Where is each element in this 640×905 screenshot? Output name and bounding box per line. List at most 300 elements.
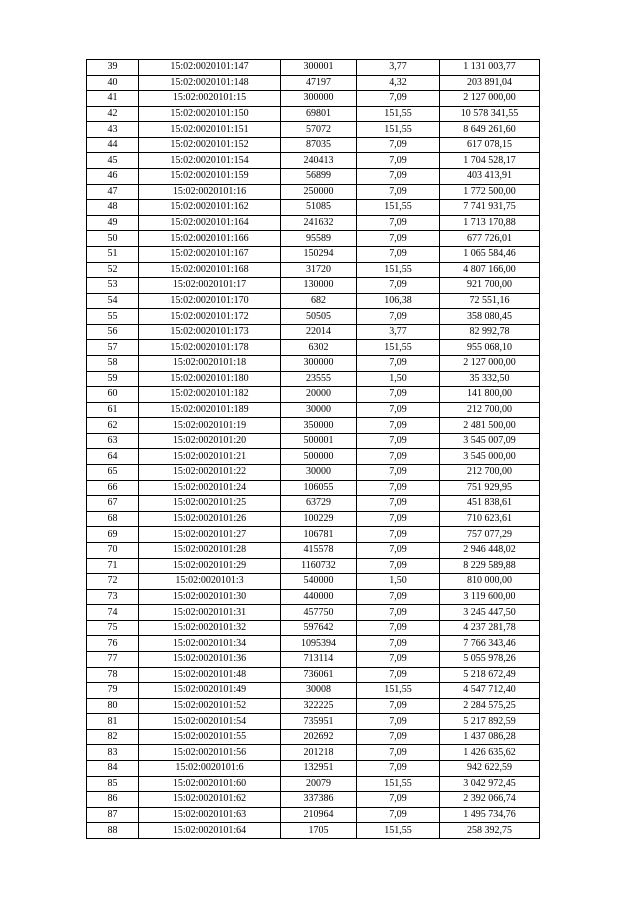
cadastral-number-cell: 15:02:0020101:15 (139, 91, 281, 107)
rate-cell: 7,09 (357, 636, 440, 652)
value-cell: 1 704 528,17 (440, 153, 540, 169)
value-cell: 1 131 003,77 (440, 60, 540, 76)
cadastral-number-cell: 15:02:0020101:56 (139, 745, 281, 761)
cadastral-number-cell: 15:02:0020101:159 (139, 169, 281, 185)
cadastral-number-cell: 15:02:0020101:147 (139, 60, 281, 76)
row-number-cell: 50 (87, 231, 139, 247)
rate-cell: 151,55 (357, 200, 440, 216)
area-cell: 500000 (281, 449, 357, 465)
row-number-cell: 84 (87, 761, 139, 777)
area-cell: 682 (281, 293, 357, 309)
row-number-cell: 62 (87, 418, 139, 434)
value-cell: 72 551,16 (440, 293, 540, 309)
row-number-cell: 43 (87, 122, 139, 138)
value-cell: 921 700,00 (440, 278, 540, 294)
rate-cell: 7,09 (357, 449, 440, 465)
row-number-cell: 41 (87, 91, 139, 107)
rate-cell: 1,50 (357, 371, 440, 387)
rate-cell: 7,09 (357, 496, 440, 512)
row-number-cell: 66 (87, 480, 139, 496)
area-cell: 51085 (281, 200, 357, 216)
area-cell: 57072 (281, 122, 357, 138)
table-row (87, 667, 540, 683)
area-cell: 132951 (281, 761, 357, 777)
table-row (87, 340, 540, 356)
table-row (87, 745, 540, 761)
rate-cell: 7,09 (357, 169, 440, 185)
area-cell: 63729 (281, 496, 357, 512)
area-cell: 250000 (281, 184, 357, 200)
area-cell: 440000 (281, 589, 357, 605)
cadastral-number-cell: 15:02:0020101:162 (139, 200, 281, 216)
value-cell: 451 838,61 (440, 496, 540, 512)
row-number-cell: 56 (87, 324, 139, 340)
cadastral-number-cell: 15:02:0020101:180 (139, 371, 281, 387)
value-cell: 942 622,59 (440, 761, 540, 777)
cadastral-number-cell: 15:02:0020101:49 (139, 683, 281, 699)
area-cell: 130000 (281, 278, 357, 294)
cadastral-number-cell: 15:02:0020101:3 (139, 574, 281, 590)
value-cell: 203 891,04 (440, 75, 540, 91)
cadastral-number-cell: 15:02:0020101:54 (139, 714, 281, 730)
row-number-cell: 45 (87, 153, 139, 169)
rate-cell: 3,77 (357, 60, 440, 76)
area-cell: 240413 (281, 153, 357, 169)
rate-cell: 7,09 (357, 729, 440, 745)
area-cell: 106055 (281, 480, 357, 496)
area-cell: 6302 (281, 340, 357, 356)
value-cell: 5 218 672,49 (440, 667, 540, 683)
row-number-cell: 65 (87, 465, 139, 481)
row-number-cell: 81 (87, 714, 139, 730)
cadastral-number-cell: 15:02:0020101:182 (139, 387, 281, 403)
value-cell: 1 713 170,88 (440, 215, 540, 231)
value-cell: 1 426 635,62 (440, 745, 540, 761)
value-cell: 2 127 000,00 (440, 91, 540, 107)
table-row (87, 636, 540, 652)
value-cell: 2 127 000,00 (440, 355, 540, 371)
area-cell: 735951 (281, 714, 357, 730)
data-table-container (86, 59, 539, 839)
cadastral-number-cell: 15:02:0020101:172 (139, 309, 281, 325)
table-row (87, 729, 540, 745)
table-row (87, 324, 540, 340)
table-row (87, 371, 540, 387)
table-row (87, 278, 540, 294)
rate-cell: 7,09 (357, 589, 440, 605)
row-number-cell: 79 (87, 683, 139, 699)
rate-cell: 7,09 (357, 527, 440, 543)
area-cell: 300000 (281, 355, 357, 371)
area-cell: 1160732 (281, 558, 357, 574)
row-number-cell: 74 (87, 605, 139, 621)
rate-cell: 7,09 (357, 714, 440, 730)
rate-cell: 7,09 (357, 745, 440, 761)
cadastral-number-cell: 15:02:0020101:31 (139, 605, 281, 621)
row-number-cell: 87 (87, 807, 139, 823)
table-row (87, 574, 540, 590)
table-row (87, 465, 540, 481)
row-number-cell: 73 (87, 589, 139, 605)
value-cell: 212 700,00 (440, 402, 540, 418)
rate-cell: 7,09 (357, 465, 440, 481)
area-cell: 30008 (281, 683, 357, 699)
row-number-cell: 68 (87, 511, 139, 527)
rate-cell: 7,09 (357, 153, 440, 169)
cadastral-number-cell: 15:02:0020101:55 (139, 729, 281, 745)
value-cell: 1 437 086,28 (440, 729, 540, 745)
table-row (87, 106, 540, 122)
row-number-cell: 83 (87, 745, 139, 761)
value-cell: 258 392,75 (440, 823, 540, 839)
value-cell: 1 495 734,76 (440, 807, 540, 823)
value-cell: 7 766 343,46 (440, 636, 540, 652)
cadastral-number-cell: 15:02:0020101:21 (139, 449, 281, 465)
cadastral-value-table (86, 59, 540, 839)
area-cell: 87035 (281, 137, 357, 153)
value-cell: 3 545 007,09 (440, 433, 540, 449)
row-number-cell: 88 (87, 823, 139, 839)
row-number-cell: 49 (87, 215, 139, 231)
row-number-cell: 51 (87, 246, 139, 262)
table-row (87, 683, 540, 699)
area-cell: 47197 (281, 75, 357, 91)
cadastral-number-cell: 15:02:0020101:189 (139, 402, 281, 418)
rate-cell: 151,55 (357, 340, 440, 356)
rate-cell: 7,09 (357, 667, 440, 683)
value-cell: 3 245 447,50 (440, 605, 540, 621)
table-row (87, 589, 540, 605)
rate-cell: 7,09 (357, 402, 440, 418)
table-row (87, 449, 540, 465)
area-cell: 56899 (281, 169, 357, 185)
value-cell: 8 649 261,60 (440, 122, 540, 138)
table-row (87, 355, 540, 371)
table-body (87, 60, 540, 839)
cadastral-number-cell: 15:02:0020101:150 (139, 106, 281, 122)
row-number-cell: 76 (87, 636, 139, 652)
area-cell: 69801 (281, 106, 357, 122)
value-cell: 677 726,01 (440, 231, 540, 247)
area-cell: 337386 (281, 792, 357, 808)
rate-cell: 7,09 (357, 387, 440, 403)
rate-cell: 7,09 (357, 278, 440, 294)
area-cell: 201218 (281, 745, 357, 761)
value-cell: 3 119 600,00 (440, 589, 540, 605)
rate-cell: 7,09 (357, 651, 440, 667)
row-number-cell: 78 (87, 667, 139, 683)
rate-cell: 7,09 (357, 355, 440, 371)
area-cell: 100229 (281, 511, 357, 527)
cadastral-number-cell: 15:02:0020101:164 (139, 215, 281, 231)
table-row (87, 309, 540, 325)
cadastral-number-cell: 15:02:0020101:19 (139, 418, 281, 434)
value-cell: 358 080,45 (440, 309, 540, 325)
table-row (87, 418, 540, 434)
area-cell: 106781 (281, 527, 357, 543)
rate-cell: 4,32 (357, 75, 440, 91)
rate-cell: 151,55 (357, 262, 440, 278)
rate-cell: 7,09 (357, 418, 440, 434)
value-cell: 2 481 500,00 (440, 418, 540, 434)
cadastral-number-cell: 15:02:0020101:16 (139, 184, 281, 200)
cadastral-number-cell: 15:02:0020101:63 (139, 807, 281, 823)
cadastral-number-cell: 15:02:0020101:173 (139, 324, 281, 340)
area-cell: 95589 (281, 231, 357, 247)
area-cell: 22014 (281, 324, 357, 340)
cadastral-number-cell: 15:02:0020101:152 (139, 137, 281, 153)
row-number-cell: 85 (87, 776, 139, 792)
rate-cell: 7,09 (357, 558, 440, 574)
area-cell: 500001 (281, 433, 357, 449)
table-row (87, 823, 540, 839)
value-cell: 35 332,50 (440, 371, 540, 387)
rate-cell: 151,55 (357, 776, 440, 792)
cadastral-number-cell: 15:02:0020101:17 (139, 278, 281, 294)
table-row (87, 558, 540, 574)
cadastral-number-cell: 15:02:0020101:25 (139, 496, 281, 512)
row-number-cell: 77 (87, 651, 139, 667)
area-cell: 300000 (281, 91, 357, 107)
value-cell: 4 237 281,78 (440, 620, 540, 636)
table-row (87, 651, 540, 667)
value-cell: 141 800,00 (440, 387, 540, 403)
value-cell: 1 065 584,46 (440, 246, 540, 262)
row-number-cell: 67 (87, 496, 139, 512)
area-cell: 30000 (281, 402, 357, 418)
value-cell: 4 807 166,00 (440, 262, 540, 278)
rate-cell: 7,09 (357, 511, 440, 527)
value-cell: 82 992,78 (440, 324, 540, 340)
area-cell: 457750 (281, 605, 357, 621)
cadastral-number-cell: 15:02:0020101:20 (139, 433, 281, 449)
rate-cell: 151,55 (357, 823, 440, 839)
row-number-cell: 69 (87, 527, 139, 543)
area-cell: 23555 (281, 371, 357, 387)
cadastral-number-cell: 15:02:0020101:178 (139, 340, 281, 356)
cadastral-number-cell: 15:02:0020101:166 (139, 231, 281, 247)
rate-cell: 7,09 (357, 231, 440, 247)
table-row (87, 542, 540, 558)
row-number-cell: 40 (87, 75, 139, 91)
rate-cell: 7,09 (357, 542, 440, 558)
value-cell: 2 284 575,25 (440, 698, 540, 714)
table-row (87, 91, 540, 107)
area-cell: 300001 (281, 60, 357, 76)
row-number-cell: 46 (87, 169, 139, 185)
cadastral-number-cell: 15:02:0020101:30 (139, 589, 281, 605)
cadastral-number-cell: 15:02:0020101:28 (139, 542, 281, 558)
area-cell: 50505 (281, 309, 357, 325)
rate-cell: 7,09 (357, 761, 440, 777)
cadastral-number-cell: 15:02:0020101:34 (139, 636, 281, 652)
table-row (87, 75, 540, 91)
table-row (87, 698, 540, 714)
table-row (87, 215, 540, 231)
row-number-cell: 53 (87, 278, 139, 294)
row-number-cell: 82 (87, 729, 139, 745)
cadastral-number-cell: 15:02:0020101:168 (139, 262, 281, 278)
table-row (87, 776, 540, 792)
rate-cell: 7,09 (357, 433, 440, 449)
table-row (87, 169, 540, 185)
value-cell: 5 055 978,26 (440, 651, 540, 667)
cadastral-number-cell: 15:02:0020101:26 (139, 511, 281, 527)
value-cell: 2 392 066,74 (440, 792, 540, 808)
table-row (87, 527, 540, 543)
table-row (87, 231, 540, 247)
cadastral-number-cell: 15:02:0020101:170 (139, 293, 281, 309)
row-number-cell: 71 (87, 558, 139, 574)
rate-cell: 7,09 (357, 792, 440, 808)
table-row (87, 60, 540, 76)
table-row (87, 293, 540, 309)
rate-cell: 106,38 (357, 293, 440, 309)
table-row (87, 792, 540, 808)
cadastral-number-cell: 15:02:0020101:36 (139, 651, 281, 667)
cadastral-number-cell: 15:02:0020101:32 (139, 620, 281, 636)
cadastral-number-cell: 15:02:0020101:22 (139, 465, 281, 481)
value-cell: 403 413,91 (440, 169, 540, 185)
rate-cell: 1,50 (357, 574, 440, 590)
area-cell: 20079 (281, 776, 357, 792)
rate-cell: 7,09 (357, 620, 440, 636)
value-cell: 5 217 892,59 (440, 714, 540, 730)
table-row (87, 807, 540, 823)
area-cell: 210964 (281, 807, 357, 823)
value-cell: 3 042 972,45 (440, 776, 540, 792)
row-number-cell: 70 (87, 542, 139, 558)
row-number-cell: 44 (87, 137, 139, 153)
cadastral-number-cell: 15:02:0020101:151 (139, 122, 281, 138)
cadastral-number-cell: 15:02:0020101:60 (139, 776, 281, 792)
table-row (87, 122, 540, 138)
row-number-cell: 75 (87, 620, 139, 636)
area-cell: 150294 (281, 246, 357, 262)
table-row (87, 262, 540, 278)
value-cell: 810 000,00 (440, 574, 540, 590)
table-row (87, 480, 540, 496)
cadastral-number-cell: 15:02:0020101:167 (139, 246, 281, 262)
area-cell: 540000 (281, 574, 357, 590)
cadastral-number-cell: 15:02:0020101:62 (139, 792, 281, 808)
row-number-cell: 55 (87, 309, 139, 325)
value-cell: 4 547 712,40 (440, 683, 540, 699)
area-cell: 415578 (281, 542, 357, 558)
rate-cell: 151,55 (357, 122, 440, 138)
value-cell: 757 077,29 (440, 527, 540, 543)
value-cell: 3 545 000,00 (440, 449, 540, 465)
row-number-cell: 39 (87, 60, 139, 76)
area-cell: 597642 (281, 620, 357, 636)
rate-cell: 7,09 (357, 480, 440, 496)
table-row (87, 605, 540, 621)
rate-cell: 7,09 (357, 246, 440, 262)
table-row (87, 714, 540, 730)
row-number-cell: 58 (87, 355, 139, 371)
cadastral-number-cell: 15:02:0020101:52 (139, 698, 281, 714)
cadastral-number-cell: 15:02:0020101:29 (139, 558, 281, 574)
row-number-cell: 47 (87, 184, 139, 200)
rate-cell: 7,09 (357, 309, 440, 325)
area-cell: 241632 (281, 215, 357, 231)
table-row (87, 153, 540, 169)
table-row (87, 433, 540, 449)
rate-cell: 7,09 (357, 698, 440, 714)
cadastral-number-cell: 15:02:0020101:64 (139, 823, 281, 839)
rate-cell: 7,09 (357, 184, 440, 200)
row-number-cell: 54 (87, 293, 139, 309)
area-cell: 1705 (281, 823, 357, 839)
table-row (87, 137, 540, 153)
area-cell: 350000 (281, 418, 357, 434)
area-cell: 322225 (281, 698, 357, 714)
rate-cell: 3,77 (357, 324, 440, 340)
cadastral-number-cell: 15:02:0020101:154 (139, 153, 281, 169)
value-cell: 751 929,95 (440, 480, 540, 496)
row-number-cell: 52 (87, 262, 139, 278)
row-number-cell: 61 (87, 402, 139, 418)
row-number-cell: 63 (87, 433, 139, 449)
table-row (87, 620, 540, 636)
rate-cell: 7,09 (357, 807, 440, 823)
area-cell: 31720 (281, 262, 357, 278)
table-row (87, 511, 540, 527)
area-cell: 736061 (281, 667, 357, 683)
area-cell: 713114 (281, 651, 357, 667)
row-number-cell: 60 (87, 387, 139, 403)
value-cell: 7 741 931,75 (440, 200, 540, 216)
area-cell: 202692 (281, 729, 357, 745)
row-number-cell: 80 (87, 698, 139, 714)
value-cell: 10 578 341,55 (440, 106, 540, 122)
row-number-cell: 48 (87, 200, 139, 216)
table-row (87, 246, 540, 262)
table-row (87, 200, 540, 216)
value-cell: 1 772 500,00 (440, 184, 540, 200)
table-row (87, 184, 540, 200)
cadastral-number-cell: 15:02:0020101:27 (139, 527, 281, 543)
value-cell: 955 068,10 (440, 340, 540, 356)
table-row (87, 387, 540, 403)
cadastral-number-cell: 15:02:0020101:48 (139, 667, 281, 683)
cadastral-number-cell: 15:02:0020101:6 (139, 761, 281, 777)
value-cell: 212 700,00 (440, 465, 540, 481)
area-cell: 1095394 (281, 636, 357, 652)
area-cell: 30000 (281, 465, 357, 481)
row-number-cell: 42 (87, 106, 139, 122)
table-row (87, 402, 540, 418)
row-number-cell: 57 (87, 340, 139, 356)
row-number-cell: 64 (87, 449, 139, 465)
row-number-cell: 59 (87, 371, 139, 387)
table-row (87, 761, 540, 777)
rate-cell: 7,09 (357, 215, 440, 231)
value-cell: 2 946 448,02 (440, 542, 540, 558)
area-cell: 20000 (281, 387, 357, 403)
cadastral-number-cell: 15:02:0020101:18 (139, 355, 281, 371)
row-number-cell: 86 (87, 792, 139, 808)
rate-cell: 7,09 (357, 605, 440, 621)
value-cell: 617 078,15 (440, 137, 540, 153)
rate-cell: 7,09 (357, 137, 440, 153)
cadastral-number-cell: 15:02:0020101:148 (139, 75, 281, 91)
table-row (87, 496, 540, 512)
value-cell: 8 229 589,88 (440, 558, 540, 574)
row-number-cell: 72 (87, 574, 139, 590)
rate-cell: 151,55 (357, 106, 440, 122)
value-cell: 710 623,61 (440, 511, 540, 527)
